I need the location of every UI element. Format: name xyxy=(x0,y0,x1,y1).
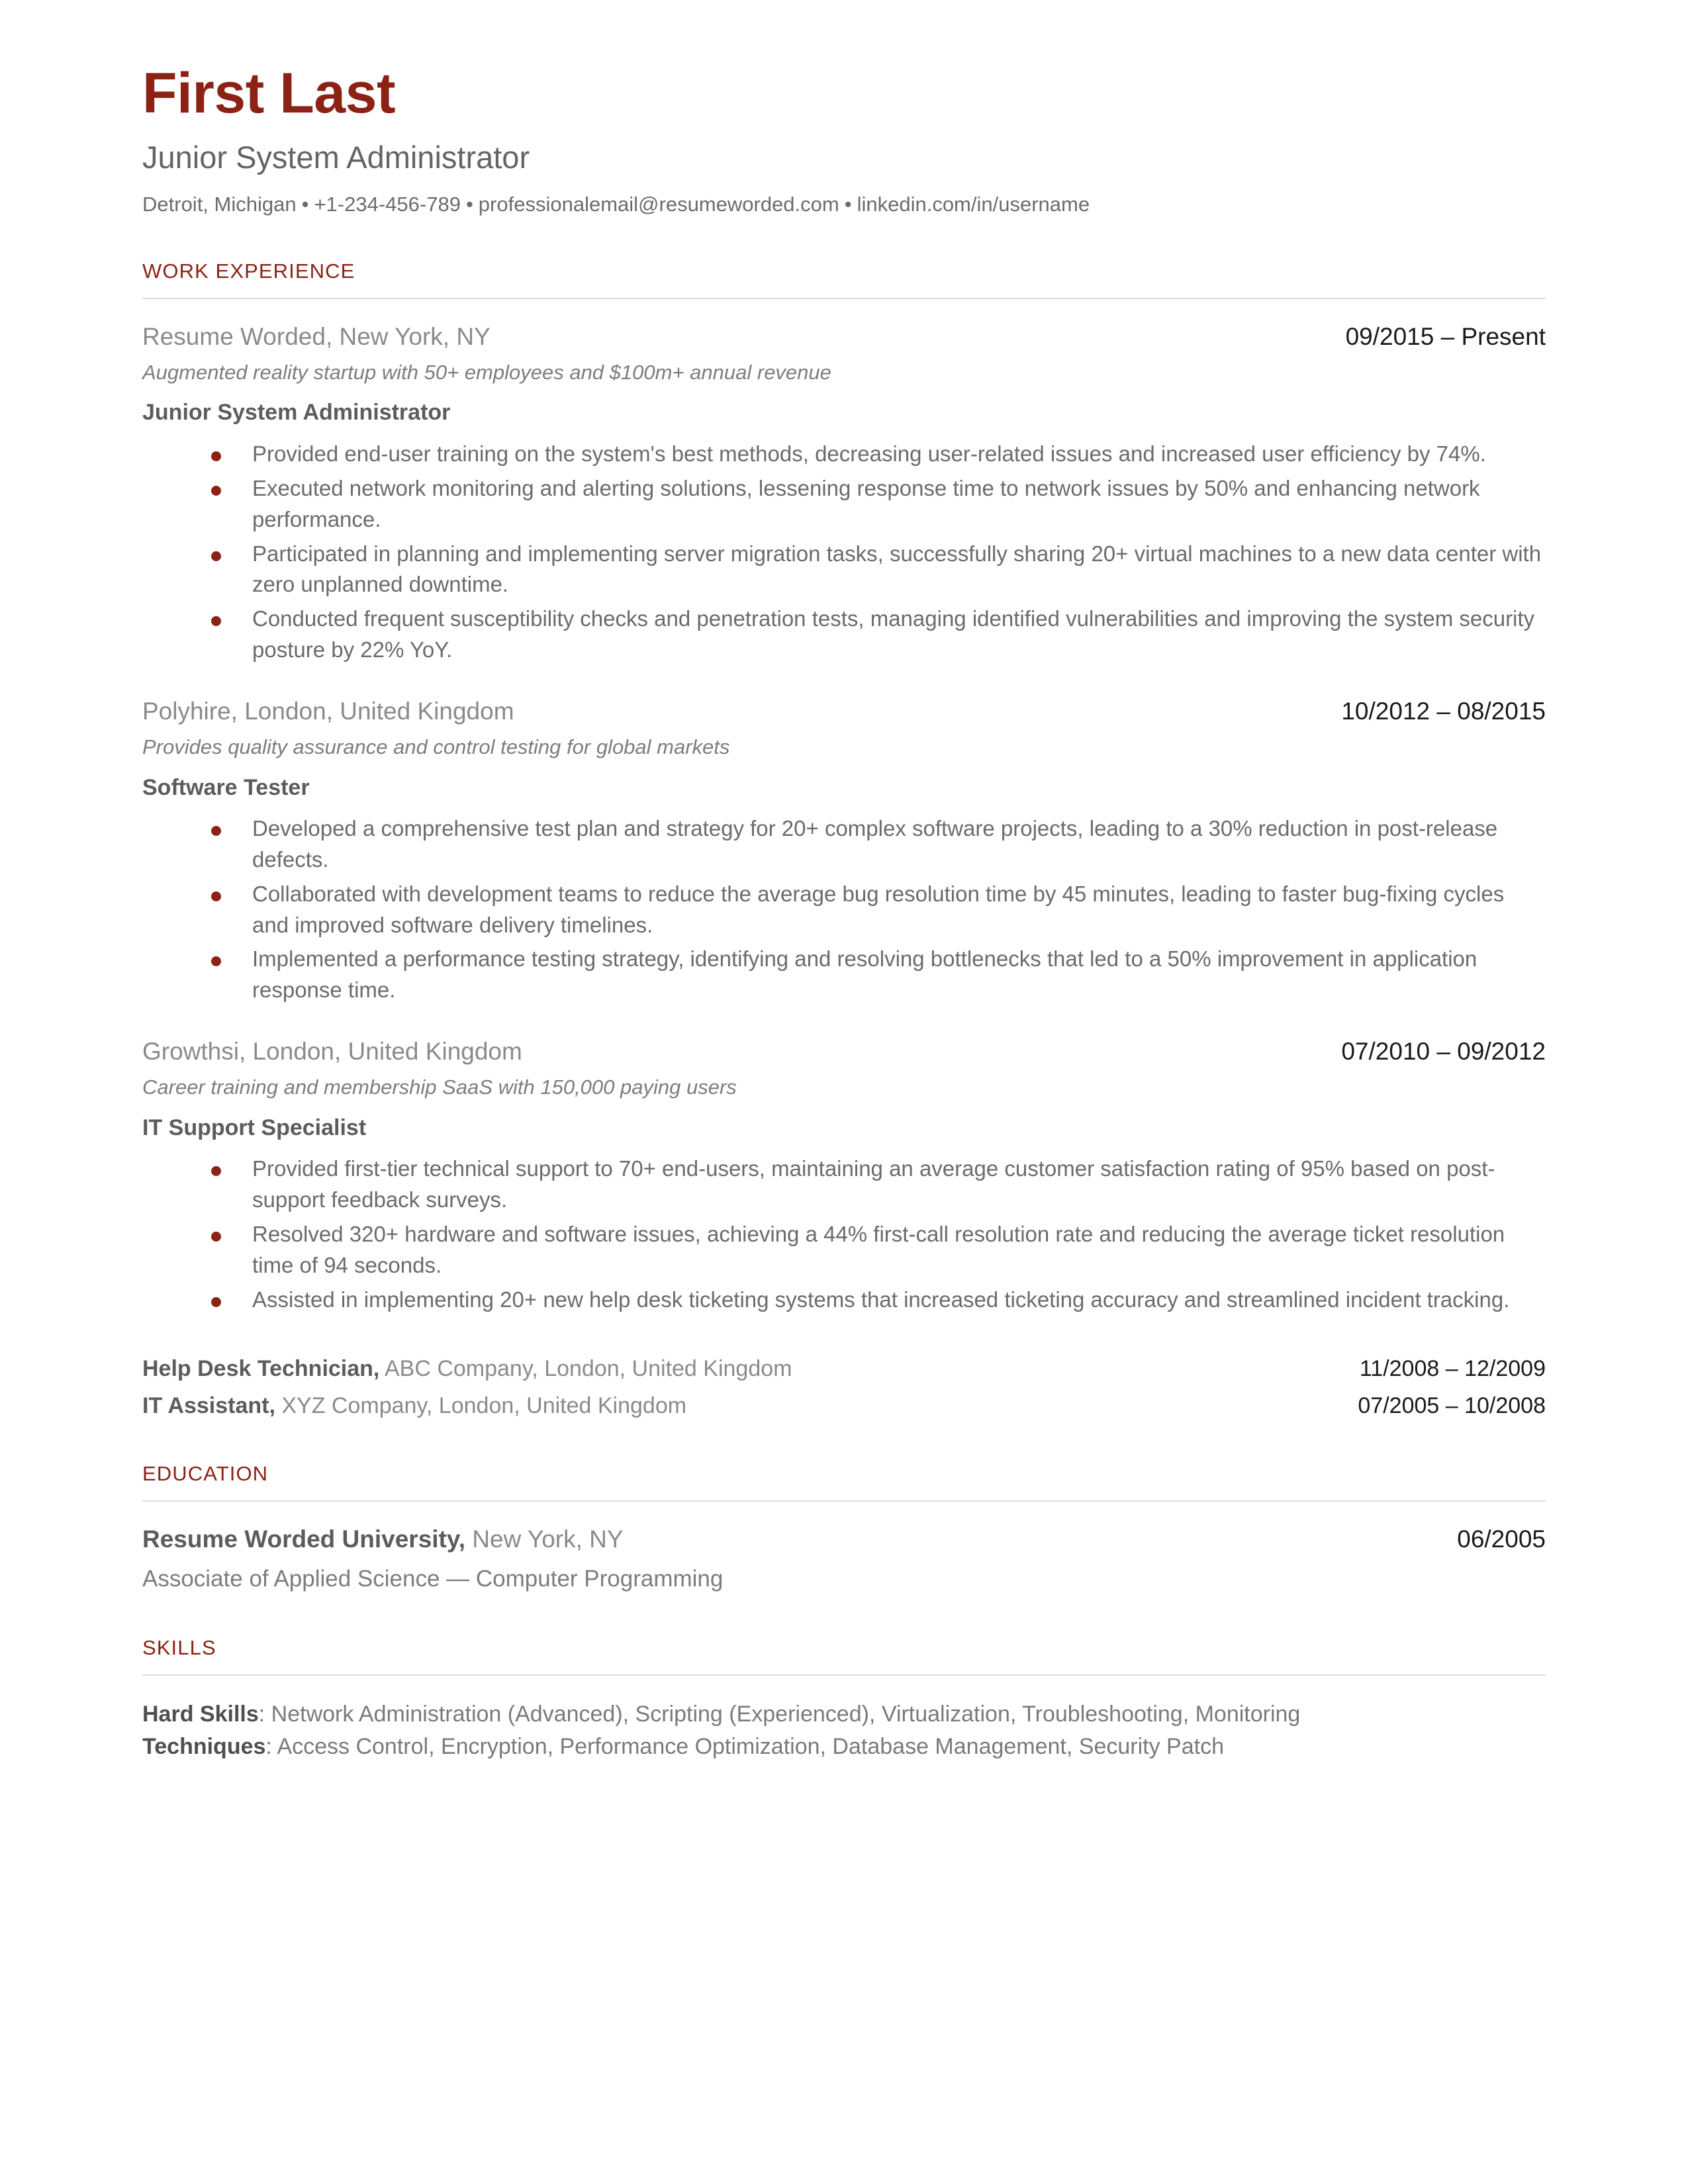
education-school-line xyxy=(142,1524,624,1555)
bullet-dot-icon xyxy=(211,1166,221,1176)
education-entry xyxy=(142,1524,1546,1594)
work-company-tagline: Provides quality assurance and control testing for global markets xyxy=(142,735,730,759)
work-compact-left xyxy=(142,1391,686,1420)
work-compact-role: Help Desk Technician, xyxy=(142,1355,380,1381)
work-compact-role: IT Assistant, xyxy=(142,1392,275,1418)
work-bullet-text: Executed network monitoring and alerting solutions, lessening response time to network issues by 50% and enhancing network performance. xyxy=(252,475,1480,531)
work-compact-entry xyxy=(142,1391,1546,1420)
work-bullet xyxy=(211,439,1546,470)
work-compact-dates: 11/2008 – 12/2009 xyxy=(1359,1355,1546,1381)
work-compact-entry xyxy=(142,1354,1546,1383)
work-bullet-list xyxy=(142,813,1546,1006)
section-title-work-experience: WORK EXPERIENCE xyxy=(142,259,355,283)
education-date: 06/2005 xyxy=(1457,1525,1546,1553)
bullet-dot-icon xyxy=(211,956,221,966)
work-bullet-text: Resolved 320+ hardware and software issues, achieving a 44% first-call resolution rate and reducing the average ticket resolution time of 94 seconds. xyxy=(252,1221,1505,1277)
candidate-headline: Junior System Administrator xyxy=(142,140,530,175)
education-school-location: New York, NY xyxy=(465,1525,624,1553)
bullet-dot-icon xyxy=(211,486,221,496)
skills-value: Access Control, Encryption, Performance Optimization, Database Management, Security Patch xyxy=(277,1734,1224,1760)
section-education xyxy=(142,1461,1546,1594)
section-work-experience xyxy=(142,259,1546,1420)
work-company: Resume Worded, New York, NY xyxy=(142,322,491,350)
contact-separator-2: • xyxy=(465,192,473,216)
skills-value: Network Administration (Advanced), Scripting (Experienced), Virtualization, Troubleshooting, Monitoring xyxy=(271,1702,1301,1727)
work-bullet xyxy=(211,944,1546,1006)
work-bullet xyxy=(211,1219,1546,1281)
bullet-dot-icon xyxy=(211,826,221,836)
resume-header xyxy=(142,64,1546,218)
contact-email[interactable]: professionalemail@resumeworded.com xyxy=(478,192,839,216)
work-compact-left xyxy=(142,1354,792,1383)
contact-location: Detroit, Michigan xyxy=(142,192,297,216)
work-bullet xyxy=(211,1285,1546,1316)
bullet-dot-icon xyxy=(211,451,221,461)
section-divider-skills xyxy=(142,1674,1546,1676)
contact-separator-1: • xyxy=(301,192,309,216)
work-dates: 09/2015 – Present xyxy=(1345,322,1546,350)
work-compact-detail: ABC Company, London, United Kingdom xyxy=(379,1355,792,1381)
work-compact-entries xyxy=(142,1354,1546,1420)
work-entry-header xyxy=(142,696,1546,727)
work-bullet-text: Collaborated with development teams to reduce the average bug resolution time by 45 minutes, leading to faster bug-fixing cycles and improved software delivery timelines. xyxy=(252,881,1505,937)
work-bullet-list xyxy=(142,439,1546,666)
section-title-skills: SKILLS xyxy=(142,1635,216,1659)
work-dates: 07/2010 – 09/2012 xyxy=(1341,1038,1546,1066)
skills-label: Techniques xyxy=(142,1734,266,1760)
bullet-dot-icon xyxy=(211,616,221,626)
section-divider-education xyxy=(142,1500,1546,1502)
skills-line xyxy=(142,1698,1546,1731)
education-degree: Associate of Applied Science — Computer Programming xyxy=(142,1566,724,1592)
work-bullet xyxy=(211,539,1546,601)
skills-label: Hard Skills xyxy=(142,1702,259,1727)
work-compact-detail: XYZ Company, London, United Kingdom xyxy=(275,1392,687,1418)
work-company-tagline: Augmented reality startup with 50+ employees and $100m+ annual revenue xyxy=(142,361,831,385)
work-role-title: Junior System Administrator xyxy=(142,400,451,426)
work-company: Growthsi, London, United Kingdom xyxy=(142,1038,522,1066)
work-bullet xyxy=(211,604,1546,666)
section-skills xyxy=(142,1635,1546,1764)
work-bullet-list xyxy=(142,1154,1546,1315)
bullet-dot-icon xyxy=(211,1297,221,1307)
skills-line xyxy=(142,1731,1546,1763)
work-bullet xyxy=(211,473,1546,535)
work-bullet-text: Developed a comprehensive test plan and strategy for 20+ complex software projects, leading to a 30% reduction in post-release defects. xyxy=(252,816,1498,872)
education-school-name: Resume Worded University, xyxy=(142,1525,465,1553)
bullet-dot-icon xyxy=(211,891,221,901)
work-role-title: IT Support Specialist xyxy=(142,1115,367,1140)
work-entry xyxy=(142,1036,1546,1315)
work-entry xyxy=(142,322,1546,666)
work-bullet-text: Participated in planning and implementing server migration tasks, successfully sharing 20+ virtual machines to a new data center with zero unplanned downtime. xyxy=(252,541,1542,597)
contact-line xyxy=(142,192,1546,218)
work-bullet-text: Provided first-tier technical support to 70+ end-users, maintaining an average customer satisfaction rating of 95% based on post-support feedback surveys. xyxy=(252,1156,1495,1212)
work-bullet-text: Conducted frequent susceptibility checks and penetration tests, managing identified vulnerabilities and improving the system security posture by 22% YoY. xyxy=(252,606,1535,662)
work-bullet-text: Assisted in implementing 20+ new help desk ticketing systems that increased ticketing accuracy and streamlined incident tracking. xyxy=(252,1287,1510,1312)
bullet-dot-icon xyxy=(211,551,221,561)
work-entry-header xyxy=(142,1036,1546,1067)
contact-separator-3: • xyxy=(844,192,852,216)
candidate-name: First Last xyxy=(142,62,396,125)
work-bullet xyxy=(211,813,1546,876)
work-company: Polyhire, London, United Kingdom xyxy=(142,697,514,725)
skills-separator: : xyxy=(265,1734,277,1760)
section-title-education: EDUCATION xyxy=(142,1461,269,1485)
work-entry-header xyxy=(142,322,1546,352)
work-role-title: Software Tester xyxy=(142,774,310,800)
work-bullet-text: Implemented a performance testing strategy, identifying and resolving bottlenecks that led to a 50% improvement in application response time. xyxy=(252,946,1477,1003)
contact-phone: +1-234-456-789 xyxy=(314,192,461,216)
work-bullet xyxy=(211,879,1546,941)
skills-separator: : xyxy=(258,1702,271,1727)
work-compact-dates: 07/2005 – 10/2008 xyxy=(1358,1392,1546,1418)
work-bullet xyxy=(211,1154,1546,1216)
bullet-dot-icon xyxy=(211,1232,221,1242)
contact-linkedin[interactable]: linkedin.com/in/username xyxy=(857,192,1090,216)
work-bullet-text: Provided end-user training on the system's best methods, decreasing user-related issues and increased user efficiency by 74%. xyxy=(252,441,1486,466)
section-divider-work xyxy=(142,298,1546,299)
education-entry-header xyxy=(142,1524,1546,1555)
work-dates: 10/2012 – 08/2015 xyxy=(1341,697,1546,725)
work-company-tagline: Career training and membership SaaS with 150,000 paying users xyxy=(142,1075,737,1099)
work-entry xyxy=(142,696,1546,1006)
